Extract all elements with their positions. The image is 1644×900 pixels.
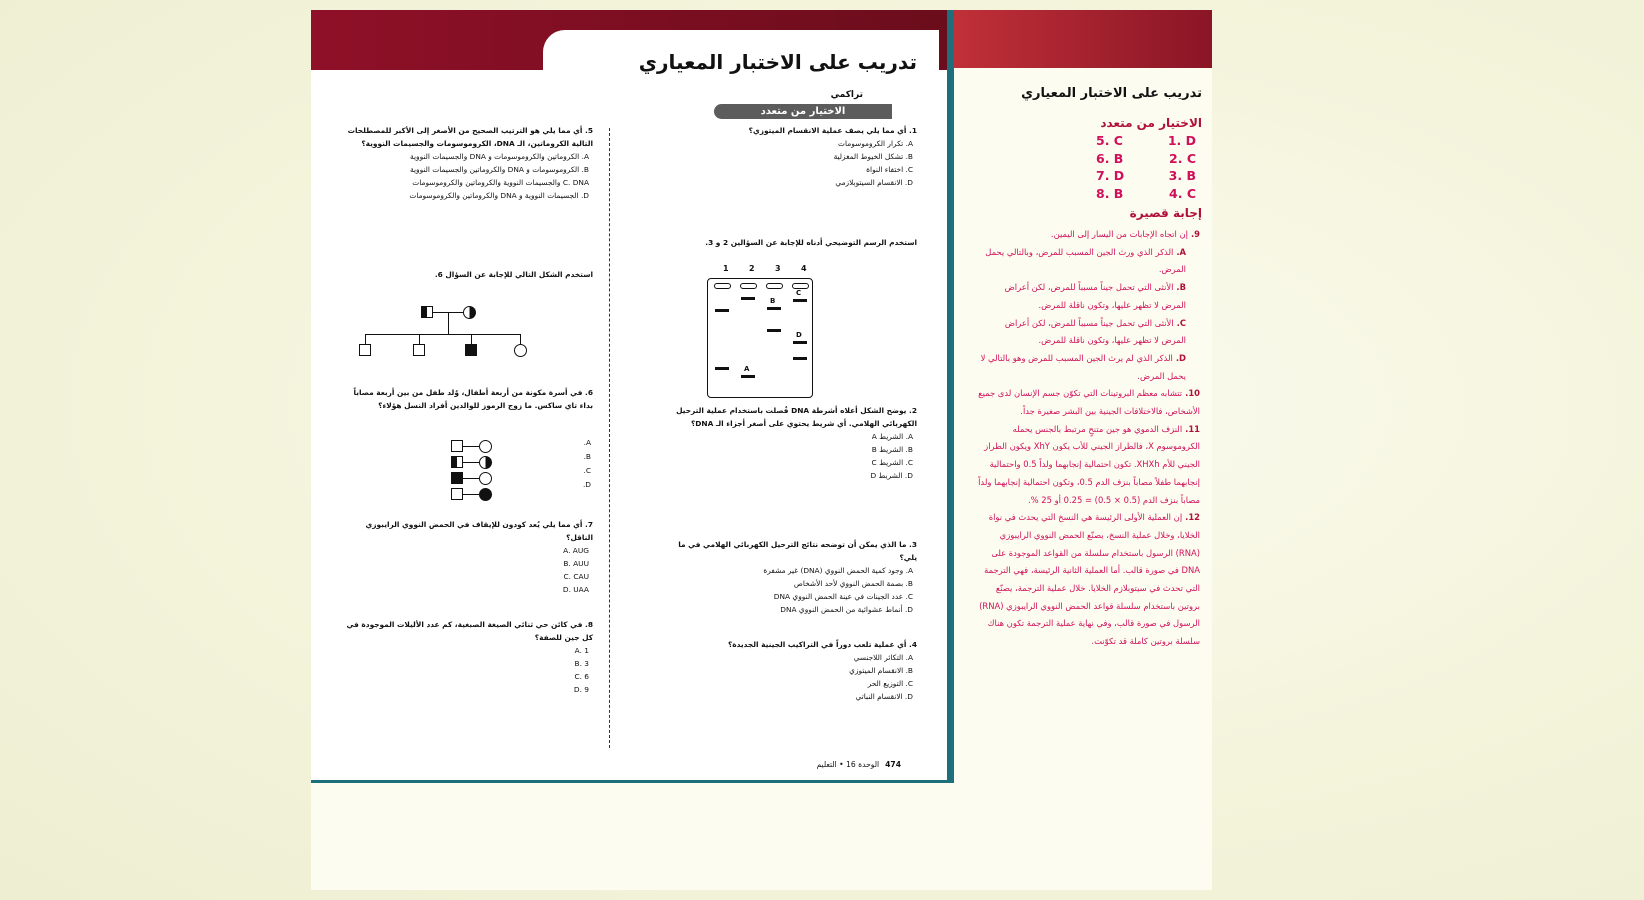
instruction-2-3: استخدم الرسم التوضيحي أدناه للإجابة عن السؤالين 2 و 3. [705,238,917,247]
answer-header-band [954,10,1212,68]
bottom-rule [311,780,954,783]
affected-male-symbol [465,344,477,356]
child-female-symbol [514,344,527,357]
question-6: 6. في أسرة مكونة من أربعة أطفال، وُلد طفل من بين أربعة مصاباً بداء تاي ساكس. ما زوج الرموز للوالدين أفراد النسل هؤلاء؟ [353,388,593,410]
short-answer-text [978,226,1200,651]
lane-label: 2 [749,264,755,273]
answer-row: 6. B 2. C [1096,150,1196,166]
question-6-options: A. B. C. D. [582,438,591,489]
sa-heading: إجابة قصيرة [1129,206,1202,220]
gel-well [766,283,783,289]
page-number: 474 [885,760,901,769]
mother-symbol [463,306,476,319]
left-page [311,10,947,780]
answer-9a: A.الذكر الذي ورث الجين المسبب للمرض، وبالتالي يحمل المرض. [985,246,1186,275]
gel-band [741,375,755,378]
question-2: 2. يوضح الشكل أعلاه أشرطة DNA فُصلت باستخدام عملية الترحيل الكهربائي الهلامي. أي شريط يحتوي على أصغر أجزاء الـ DNA؟ A. الشريط A B. الشريط B C. الشريط C D. الشريط D [676,406,917,480]
column-divider [609,128,610,748]
question-3: 3. ما الذي يمكن أن توضحه نتائج الترحيل الكهربائي الهلامي في ما يلي؟ A. وجود كمية الحمض النووي (DNA) غير مشفرة B. بصمة الحمض النووي لأحد الأشخاص C. عدد الجينات في عينة الحمض النووي DNA D. أنماط عشوائية من الحمض النووي DNA [678,540,917,614]
question-8: 8. في كائن حي ثنائي الصيغة الصبغية، كم عدد الأليلات الموجودة في كل جين للصفة؟ A. 1 B. 3 C. 6 D. 9 [346,620,593,694]
gel-electrophoresis-diagram [707,278,813,398]
answer-key-page [954,10,1212,890]
answer-row: 8. B 4. C [1096,185,1196,201]
gel-band [741,297,755,300]
instruction-6: استخدم الشكل التالي للإجابة عن السؤال 6. [434,270,593,279]
child-male-symbol [413,344,425,356]
footer-text: الوحدة 16 • التعليم [816,760,880,769]
lane-label: 3 [775,264,781,273]
gel-band [793,357,807,360]
pedigree-chart [359,306,539,370]
mc-answers [1096,132,1196,202]
gel-well [740,283,757,289]
question-7: 7. أي مما يلي يُعد كودون للإيقاف في الحمض النووي الرايبوزي الناقل؟ A. AUG B. AUU C. CAU D. UAA [365,520,593,594]
answer-title: تدريب على الاختبار المعياري [1021,86,1202,101]
answer-row: 7. D 3. B [1096,168,1196,184]
child-male-symbol [359,344,371,356]
mc-heading: الاختيار من متعدد [1100,116,1202,130]
section-bar: الاختيار من متعدد [714,104,892,119]
answer-row: 5. C 1. D [1096,133,1196,148]
page-footer [817,760,902,769]
lane-label: 4 [801,264,807,273]
band-label-c: C [796,289,802,297]
question-5: 5. أي مما يلي هو الترتيب الصحيح من الأصغر إلى الأكبر للمصطلحات التالية الكروماتين، الـ DNA، الكروموسومات والجسيمات النووية؟ A. الكروماتين والكروموسومات و DNA والجسيمات النووية B. الكروموسومات و DNA والكروماتين والجسيمات النووية C. DNA والجسيمات النووية والكروماتين والكروموسومات D. الجسيمات النووية و DNA والكروماتين والكروموسومات [347,126,593,200]
gel-band [793,299,807,302]
answer-11: 11.النزف الدموي هو جين متنحٍ مرتبط بالجنس يحمله الكروموسوم X، فالطراز الجيني للأب يكون XhY ويكون الطراز الجيني للأم XHXh. تكون احتمالية إنجابهما ولداً 0.5 واحتمالية إنجابهما طفلاً مصاباً بنزف الدم 0.5، وتكون احتمالية إنجابهما ولداً مصاباً بنزف الدم (0.5 × 0.5) = 0.25 أو 25 %. [978,423,1200,505]
gel-band [793,341,807,344]
page-edge-rule [947,10,954,783]
parent-pair-symbols [451,440,511,502]
textbook-spread [311,10,1212,890]
question-4: 4. أي عملية تلعب دوراً في التراكيب الجينية الجديدة؟ A. التكاثر اللاجنسي B. الانقسام الميتوزي C. التوزيع الحر D. الانقسام النباتي [727,640,917,701]
gel-band [767,307,781,310]
page-title: تدريب على الاختبار المعياري [638,50,917,74]
gel-band [767,329,781,332]
gel-band [715,367,729,370]
answer-12: 12.إن العملية الأولى الرئيسة هي النسخ التي يحدث في نواة الخلايا، وخلال عملية النسخ، يصنّع الحمض النووي الرايبوزي (RNA) الرسول باستخدام سلسلة من القواعد الموجودة على DNA في صورة قالب. أما العملية الثانية الرئيسة، فهي الترجمة التي تحدث في سيتوبلازم الخلايا. خلال عملية الترجمة، يصنّع بروتين باستخدام سلسلة قواعد الحمض النووي الرايبوزي (RNA) الرسول في صورة قالب، وفي نهاية عملية الترجمة تكون هناك سلسلة بروتين كاملة قد تكوّنت. [979,512,1200,647]
subheading: تراكمي [830,90,863,100]
answer-9c: C.الأنثى التي تحمل جيناً مسبباً للمرض، لكن أعراض المرض لا تظهر عليها، وتكون ناقلة للمرض. [1004,317,1186,346]
answer-10: 10.تتشابه معظم البروتينات التي تكوّن جسم الإنسان لدى جميع الأشخاص، فالاختلافات الجينية بين البشر صغيرة جداً. [978,388,1200,417]
answer-9b: B.الأنثى التي تحمل جيناً مسبباً للمرض، لكن أعراض المرض لا تظهر عليها، وتكون ناقلة للمرض. [1004,282,1186,310]
father-symbol [421,306,433,318]
band-label-a: A [744,365,750,373]
lane-label: 1 [723,264,729,273]
band-label-b: B [770,297,776,305]
gel-well [714,283,731,289]
band-label-d: D [796,331,802,339]
gel-band [715,309,729,312]
question-1: 1. أي مما يلي يصف عملية الانقسام الميتوزي؟ A. تكرار الكروموسومات B. تشكل الخيوط المغزلية C. اختفاء النواة D. الانقسام السيتوبلازمي [748,126,917,187]
answer-9d: D.الذكر الذي لم يرث الجين المسبب للمرض وهو بالتالي لا يحمل المرض. [980,352,1186,381]
answer-9: 9.إن اتجاه الإجابات من اليسار إلى اليمين. [1050,229,1200,239]
